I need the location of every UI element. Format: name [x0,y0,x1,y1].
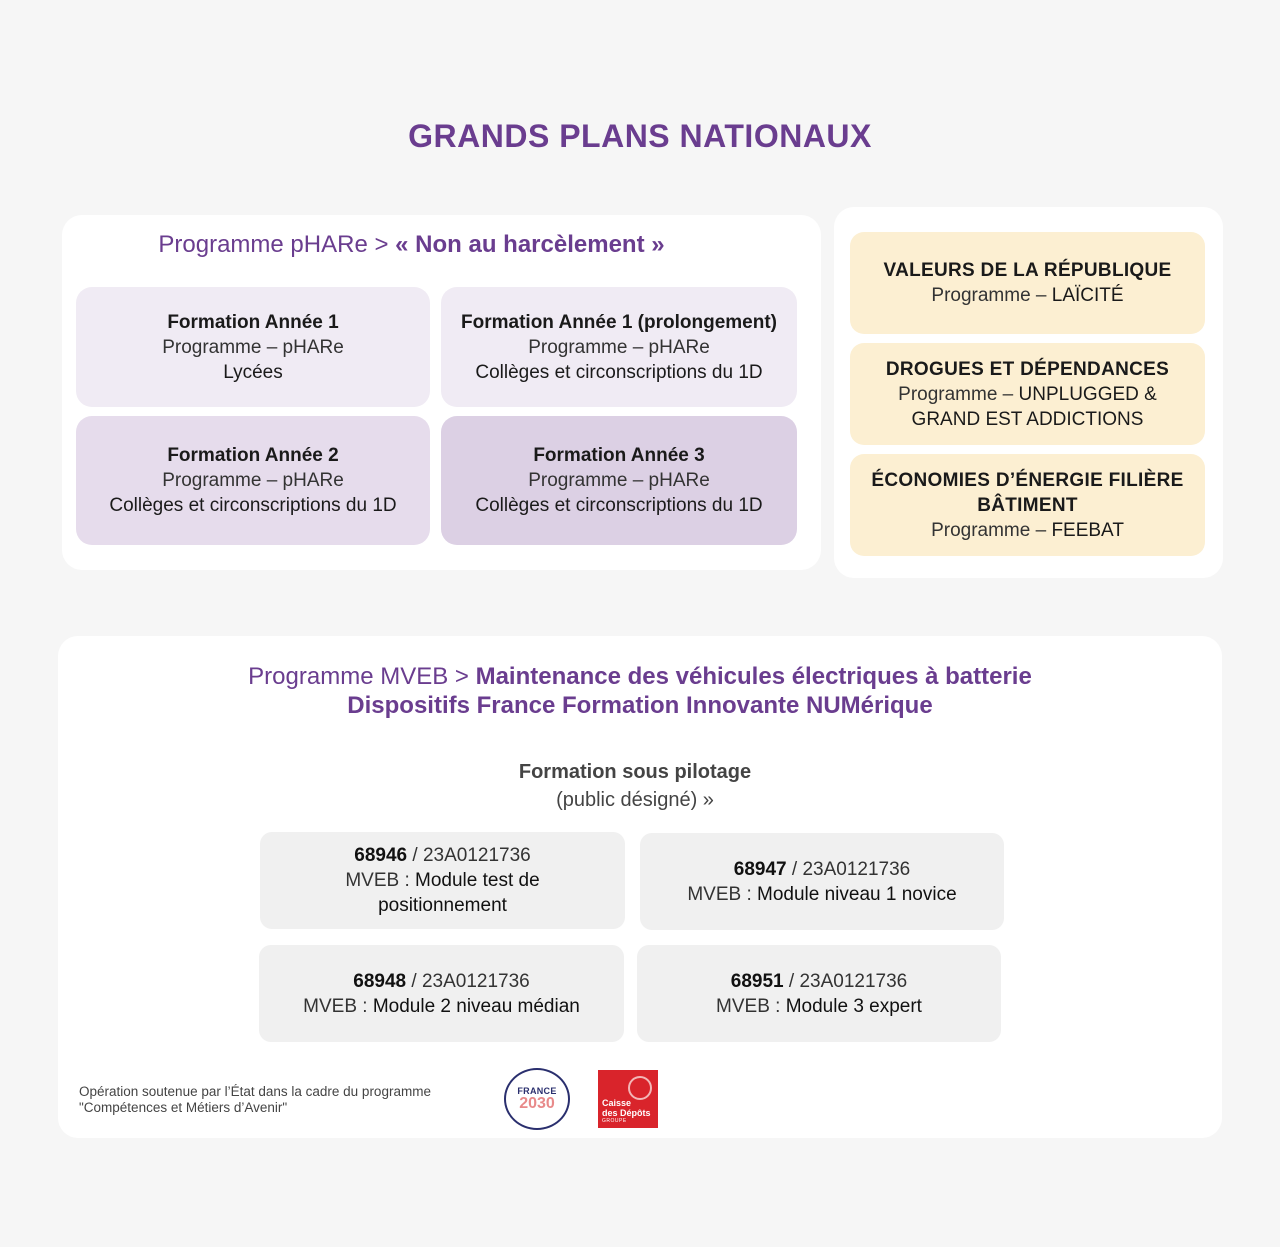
tile-program: Programme – pHARe [162,336,344,358]
module-prefix: MVEB : [687,883,758,905]
france-2030-logo-year: 2030 [519,1095,555,1112]
tile-title: Formation Année 2 [167,445,339,466]
mveb-card [58,636,1222,1138]
mveb-heading-prefix: Programme MVEB > [248,663,476,690]
module-name-line [345,868,539,893]
side-tile-economies [850,454,1205,556]
module-id-line [731,969,907,994]
side-tile-title: DROGUES ET DÉPENDANCES [885,358,1170,380]
module-68946 [260,832,625,929]
tile-audience: Collèges et circonscriptions du 1D [475,495,763,516]
module-name: Module 3 expert [785,995,922,1017]
module-code: 68947 [733,858,787,880]
side-tile-program-name-2: GRAND EST ADDICTIONS [911,408,1144,430]
side-tile-program-prefix: Programme – [931,519,1052,541]
tile-audience: Lycées [223,361,283,383]
side-tile-program-prefix: Programme – [898,383,1019,405]
side-tile-program-name: UNPLUGGED & [1018,383,1157,405]
module-68948 [259,945,624,1042]
footer-note [79,1084,431,1116]
module-prefix: MVEB : [345,870,416,891]
module-name: Module niveau 1 novice [757,883,957,905]
phare-tile-annee2 [76,416,430,545]
side-tile-title: VALEURS DE LA RÉPUBLIQUE [883,260,1172,281]
cdc-logo-line3: GROUPE [602,1118,627,1124]
pilot-block [58,758,1222,814]
module-name-line [303,994,580,1019]
phare-tile-annee1-prolongement [441,287,797,407]
tile-title: Formation Année 3 [533,445,705,466]
france-2030-logo [504,1068,570,1130]
footer-line2: "Compétences et Métiers d’Avenir" [79,1100,288,1115]
side-tile-program-line2 [912,407,1144,432]
tile-title: Formation Année 1 (prolongement) [461,311,777,333]
caisse-des-depots-logo [598,1070,658,1128]
side-tile-title-line2: BÂTIMENT [977,494,1078,516]
phare-heading [32,231,791,259]
side-tile-title: ÉCONOMIES D’ÉNERGIE FILIÈRE [871,469,1184,491]
cdc-logo-line2: des Dépôts [602,1108,651,1118]
module-ref: / 23A0121736 [786,858,911,880]
side-tile-program-name: LAÏCITÉ [1051,285,1124,306]
module-68951 [637,945,1001,1042]
mveb-heading-line1 [58,662,1222,691]
module-68947 [640,833,1004,930]
phare-tile-annee1 [76,287,430,407]
tile-title: Formation Année 1 [167,311,339,333]
phare-card [62,215,821,570]
module-ref: / 23A0121736 [407,845,531,866]
module-ref: / 23A0121736 [783,970,908,992]
tile-program: Programme – pHARe [162,470,344,491]
module-name-line [716,994,922,1019]
module-name-line [687,882,956,907]
tile-audience: Collèges et circonscriptions du 1D [475,361,763,383]
side-tile-program-prefix: Programme – [931,285,1052,306]
tile-audience: Collèges et circonscriptions du 1D [109,495,397,516]
phare-heading-prefix: Programme pHARe > [158,231,396,258]
footer-line1: Opération soutenue par l’État dans la cadre du programme [79,1084,431,1099]
phare-heading-strong: « Non au harcèlement » [395,231,665,258]
module-name: Module 2 niveau médian [372,995,580,1017]
module-name: Module test de [415,870,540,891]
france-2030-logo-top: FRANCE [517,1086,557,1096]
pilot-subtitle: (public désigné) » [556,789,714,811]
module-code: 68946 [354,845,408,866]
module-prefix: MVEB : [303,995,373,1017]
module-code: 68951 [730,970,784,992]
side-tile-program-name: FEEBAT [1051,519,1124,541]
module-code: 68948 [353,970,407,992]
seal-icon [628,1076,652,1100]
mveb-heading-strong: Maintenance des véhicules électriques à batterie [475,663,1032,690]
module-name-line2: positionnement [378,895,507,916]
module-ref: / 23A0121736 [406,970,530,992]
module-prefix: MVEB : [716,995,786,1017]
tile-program: Programme – pHARe [528,470,710,491]
phare-tile-annee3 [441,416,797,545]
module-id-line [353,969,529,994]
side-tile-program [898,382,1157,407]
mveb-heading [58,662,1222,720]
mveb-heading-line2: Dispositifs France Formation Innovante NUMérique [347,692,933,719]
cdc-logo-line1: Caisse [602,1098,632,1108]
side-tile-program [931,283,1123,308]
side-tile-program [931,518,1124,543]
pilot-title: Formation sous pilotage [518,761,752,783]
module-id-line [734,857,910,882]
tile-program: Programme – pHARe [528,336,710,358]
module-id-line [354,843,530,868]
side-tile-drogues [850,343,1205,445]
side-tile-valeurs [850,232,1205,334]
side-card [834,207,1223,578]
page-title: GRANDS PLANS NATIONAUX [408,118,872,154]
